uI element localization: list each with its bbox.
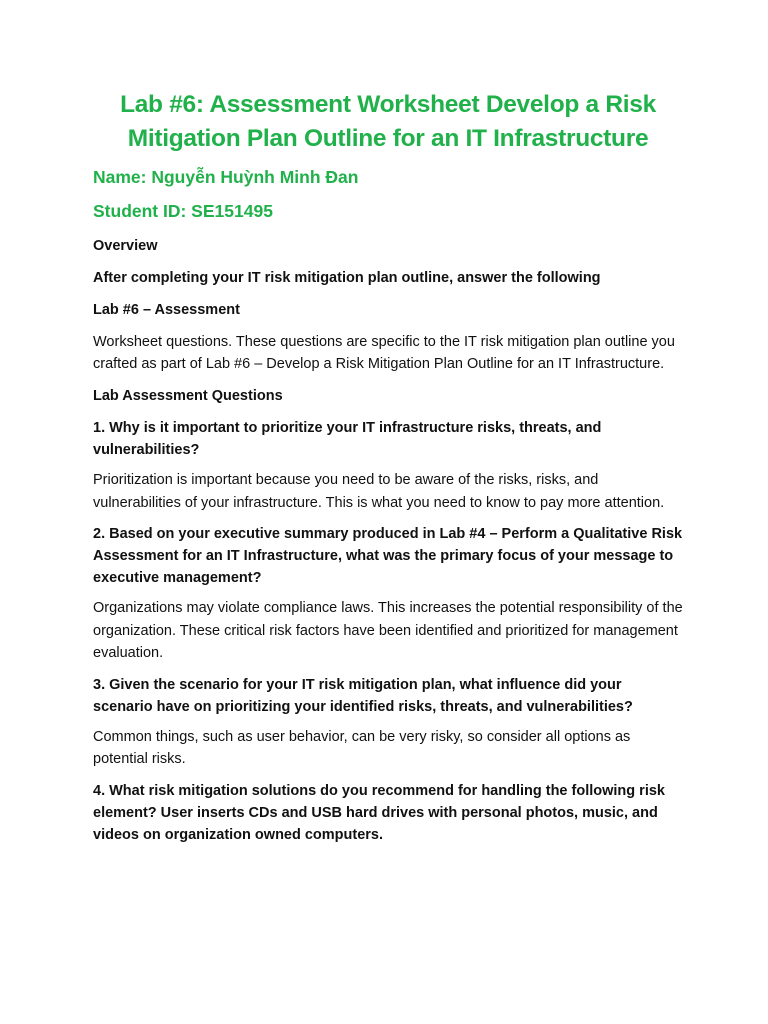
document-title: Lab #6: Assessment Worksheet Develop a Risk Mitigation Plan Outline for an IT Infrastructure	[120, 91, 656, 152]
answer-1: Prioritization is important because you need to be aware of the risks, risks, and vulnerabilities of your infrastructure. This is what you need to know to pay more attention.	[93, 472, 665, 511]
answer-2: Organizations may violate compliance laws. This increases the potential responsibility of the organization. These critical risk factors have been identified and prioritized for management evaluation.	[93, 600, 683, 661]
question-1: 1. Why is it important to prioritize your IT infrastructure risks, threats, and vulnerabilities?	[93, 420, 602, 458]
student-name: Name: Nguyễn Huỳnh Minh Đan	[93, 167, 359, 187]
question-3: 3. Given the scenario for your IT risk mitigation plan, what influence did your scenario have on prioritizing your identified risks, threats, and vulnerabilities?	[93, 676, 633, 715]
intro-paragraph: Worksheet questions. These questions are specific to the IT risk mitigation plan outline you crafted as part of Lab #6 – Develop a Risk Mitigation Plan Outline for an IT Infrastructure.	[93, 334, 675, 372]
overview-text: After completing your IT risk mitigation plan outline, answer the following	[93, 270, 601, 286]
lab-heading: Lab #6 – Assessment	[93, 302, 240, 318]
questions-heading: Lab Assessment Questions	[93, 388, 283, 404]
overview-heading: Overview	[93, 238, 158, 254]
answer-3: Common things, such as user behavior, can be very risky, so consider all options as potential risks.	[93, 728, 631, 767]
student-id: Student ID: SE151495	[93, 201, 273, 221]
document-body	[93, 88, 683, 854]
question-4: 4. What risk mitigation solutions do you recommend for handling the following risk element? User inserts CDs and USB hard drives with personal photos, music, and videos on organization owned computers.	[93, 782, 665, 843]
question-2: 2. Based on your executive summary produced in Lab #4 – Perform a Qualitative Risk Assessment for an IT Infrastructure, what was the primary focus of your message to executive management?	[93, 526, 683, 586]
